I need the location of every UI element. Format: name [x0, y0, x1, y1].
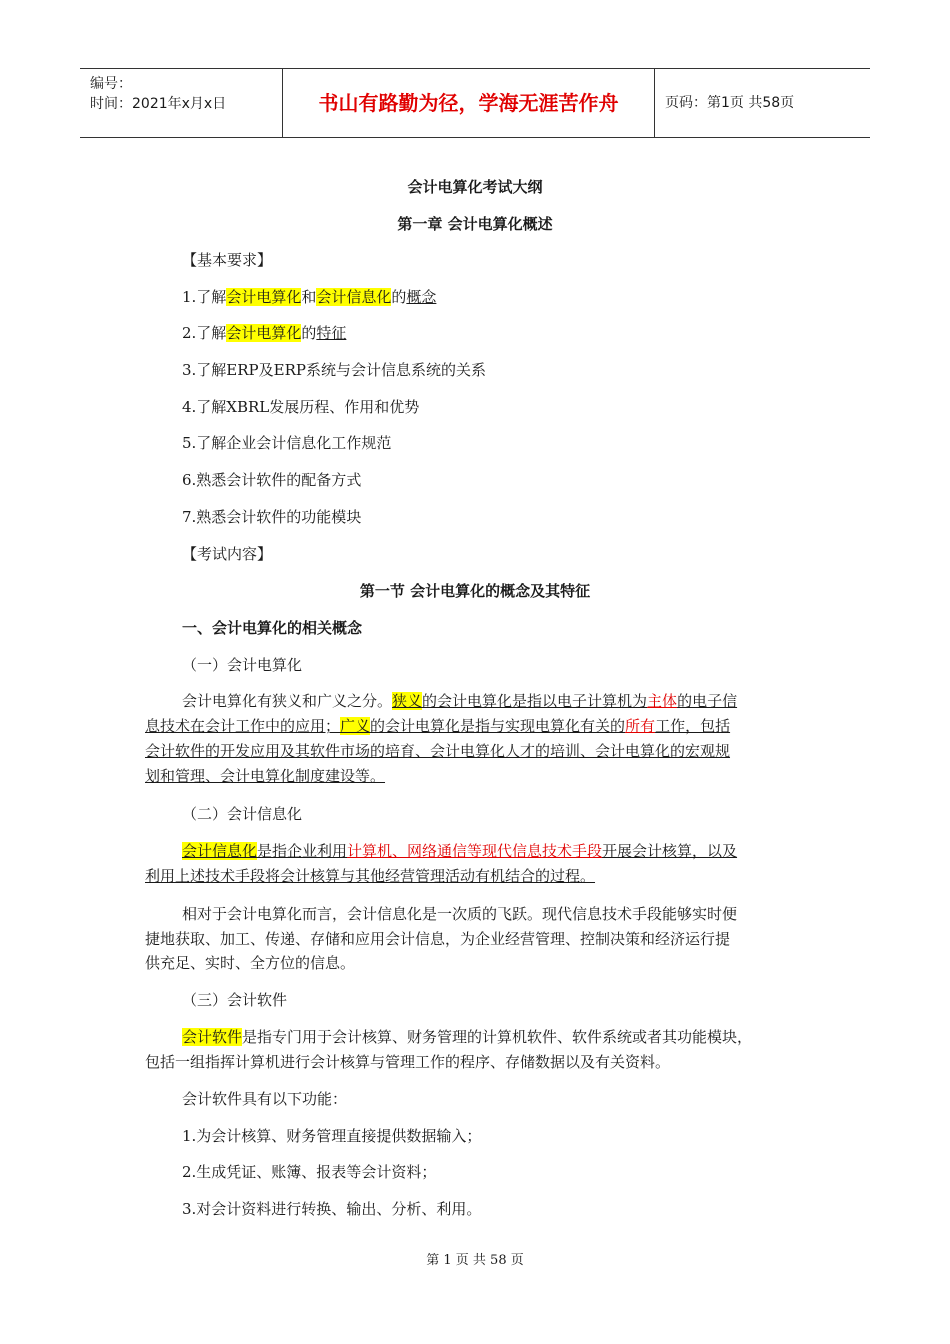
red-text: 计算机、网络通信等现代信息技术手段 [347, 842, 603, 860]
requirement-item [182, 322, 346, 343]
paragraph-line: 供充足、实时、全方位的信息。 [145, 954, 356, 972]
highlight: 会计电算化 [226, 324, 302, 342]
underlined-text: 工作，包括 [655, 717, 731, 735]
page-footer: 第 1 页 共 58 页 [426, 1253, 524, 1268]
text: 和 [301, 288, 317, 306]
highlight: 广义 [340, 717, 371, 735]
chapter-title: 第一章 会计电算化概述 [397, 215, 553, 233]
paragraph-line: 相对于会计电算化而言，会计信息化是一次质的飞跃。现代信息技术手段能够实时便 [182, 905, 738, 923]
underlined-text: 息技术在会计工作中的应用； [145, 717, 341, 735]
exam-content-heading: 【考试内容】 [182, 545, 273, 563]
paragraph-line: 利用上述技术手段将会计核算与其他经营管理活动有机结合的过程。 [145, 867, 596, 885]
underlined-text: 的电子信 [677, 692, 738, 710]
underlined-text: 的会计电算化是指与实现电算化有关的 [370, 717, 626, 735]
function-item: 3.对会计资料进行转换、输出、分析、利用。 [182, 1200, 482, 1218]
header-motto: 书山有路勤为径，学海无涯苦作舟 [318, 91, 619, 115]
requirement-item: 3.了解ERP及ERP系统与会计信息系统的关系 [182, 361, 486, 379]
basic-requirements-heading: 【基本要求】 [182, 251, 273, 269]
subheading: （一）会计电算化 [182, 656, 303, 674]
requirement-item: 7.熟悉会计软件的功能模块 [182, 508, 362, 526]
highlight: 会计电算化 [226, 288, 302, 306]
function-item: 1.为会计核算、财务管理直接提供数据输入； [182, 1127, 482, 1145]
paragraph-line [182, 840, 737, 861]
highlight: 狭义 [392, 692, 423, 710]
header-meta [80, 69, 280, 137]
paragraph-line: 划和管理、会计电算化制度建设等。 [145, 767, 386, 785]
underlined-text: 的会计电算化是指以电子计算机为 [422, 692, 648, 710]
section-title: 第一节 会计电算化的概念及其特征 [359, 582, 591, 600]
heading-1: 一、会计电算化的相关概念 [182, 619, 363, 637]
paragraph-line: 捷地获取、加工、传递、存储和应用会计信息，为企业经营管理、控制决策和经济运行提 [145, 930, 731, 948]
text: 2.了解 [182, 324, 227, 342]
requirement-item: 6.熟悉会计软件的配备方式 [182, 471, 362, 489]
function-item: 2.生成凭证、账簿、报表等会计资料； [182, 1163, 437, 1181]
text: 1.了解 [182, 288, 227, 306]
paragraph-line [145, 715, 730, 736]
subheading: （三）会计软件 [182, 991, 288, 1009]
highlight: 会计软件 [182, 1028, 243, 1046]
number-label: 编号： [90, 76, 132, 92]
doc-title: 会计电算化考试大纲 [407, 178, 543, 196]
paragraph-line: 会计软件具有以下功能： [182, 1090, 348, 1108]
underlined-text: 开展会计核算，以及 [602, 842, 738, 860]
requirement-item [182, 286, 436, 307]
underlined-term: 特征 [316, 324, 347, 342]
time-label: 时间：2021年x月x日 [90, 96, 227, 112]
header-divider [654, 69, 655, 137]
text: 会计电算化有狭义和广义之分。 [182, 692, 393, 710]
paragraph-line [182, 1026, 752, 1047]
highlight: 会计信息化 [316, 288, 392, 306]
requirement-item: 5.了解企业会计信息化工作规范 [182, 434, 392, 452]
underlined-term: 概念 [406, 288, 437, 306]
text: 的 [301, 324, 317, 342]
header-page-info: 页码：第1页 共58页 [665, 95, 795, 111]
red-text: 所有 [625, 717, 656, 735]
highlight: 会计信息化 [182, 842, 258, 860]
red-text: 主体 [647, 692, 678, 710]
header-table [80, 68, 870, 138]
paragraph-line: 会计软件的开发应用及其软件市场的培育、会计电算化人才的培训、会计电算化的宏观规 [145, 742, 731, 760]
text: 是指专门用于会计核算、财务管理的计算机软件、软件系统或者其功能模块， [242, 1028, 753, 1046]
paragraph-line [182, 690, 737, 711]
paragraph-line: 包括一组指挥计算机进行会计核算与管理工作的程序、存储数据以及有关资料。 [145, 1053, 671, 1071]
requirement-item: 4.了解XBRL发展历程、作用和优势 [182, 398, 420, 416]
text: 的 [391, 288, 407, 306]
subheading: （二）会计信息化 [182, 805, 303, 823]
underlined-text: 是指企业利用 [257, 842, 348, 860]
